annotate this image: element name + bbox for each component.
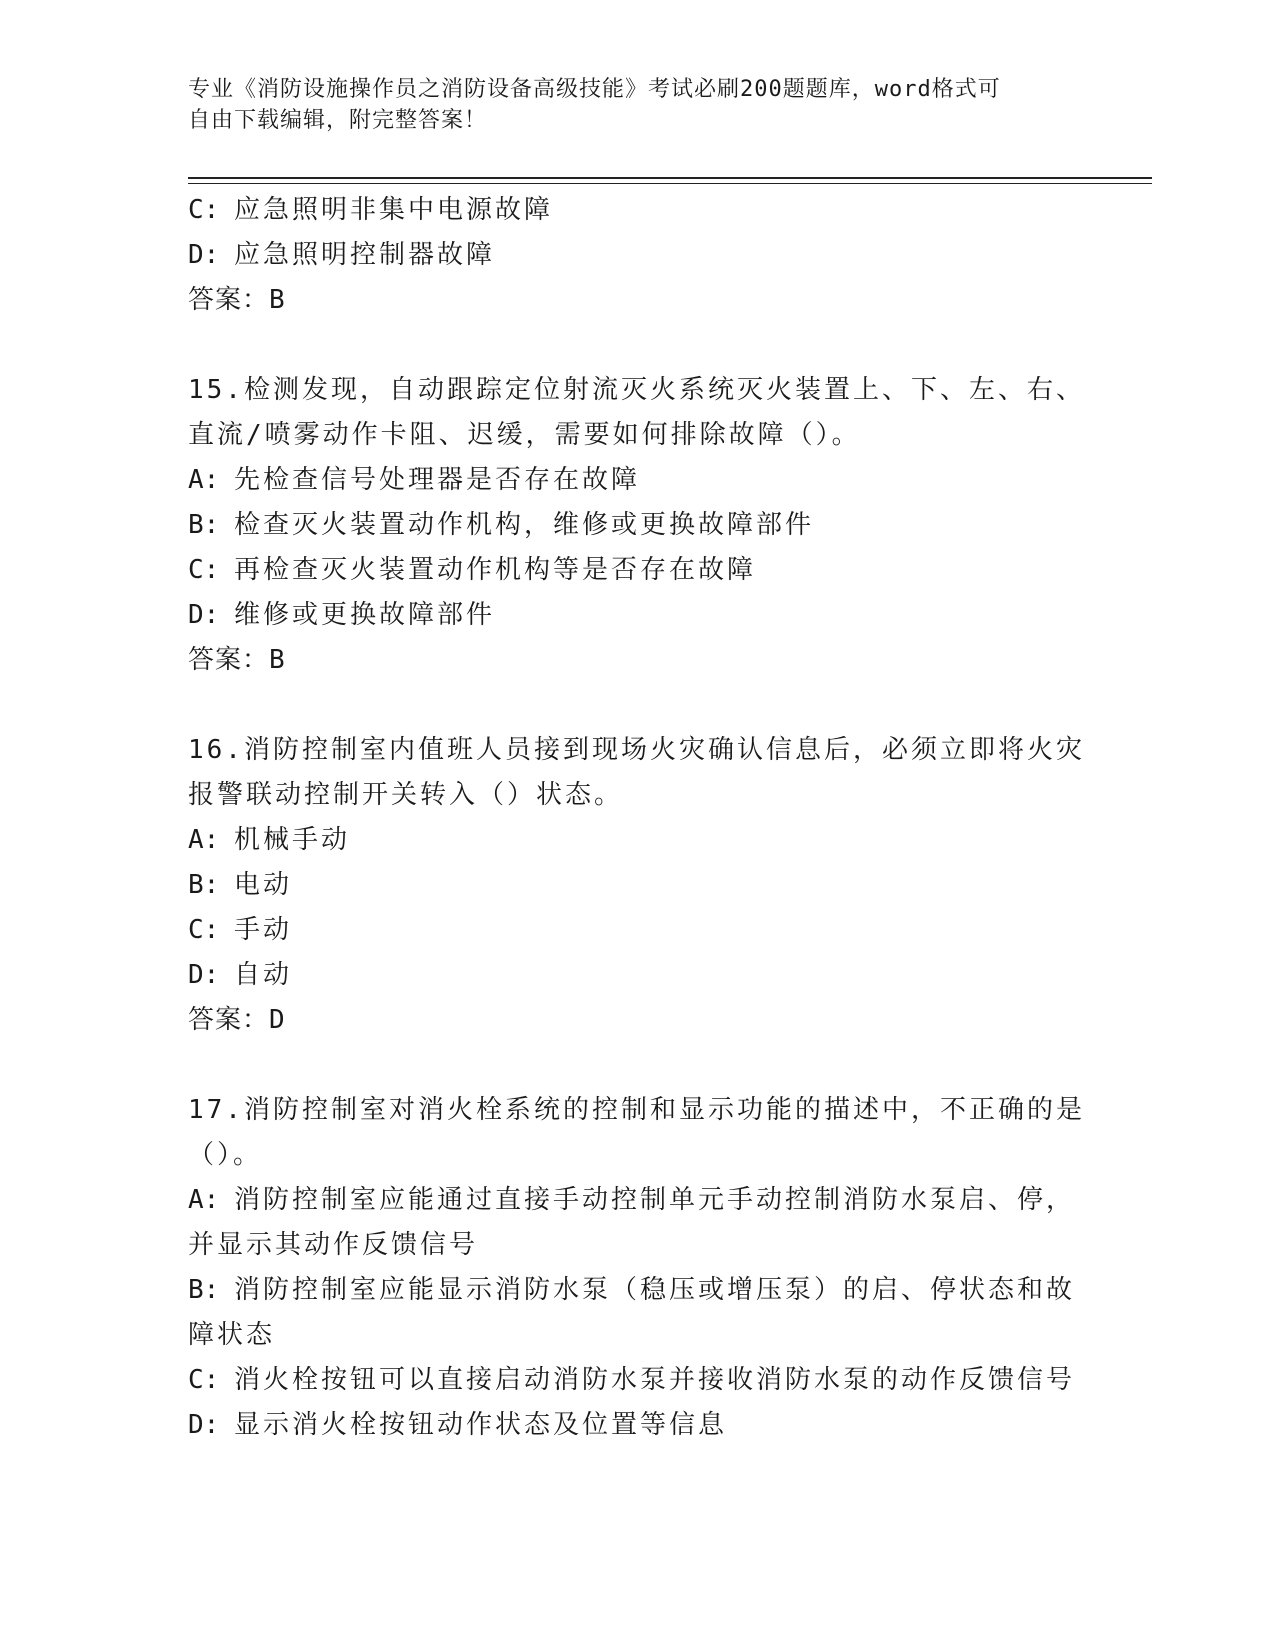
option-key: B: — [188, 510, 220, 540]
header-rule-thick — [188, 177, 1152, 179]
q17-option-a-continued: 并显示其动作反馈信号 — [188, 1230, 479, 1260]
q15-option-c — [188, 548, 1088, 593]
option-key: C: — [188, 555, 220, 585]
q17-option-c — [188, 1358, 1088, 1403]
q16-option-c — [188, 908, 1088, 953]
q15-option-a — [188, 458, 1088, 503]
option-text: 维修或更换故障部件 — [234, 600, 496, 630]
q15-option-d — [188, 593, 1088, 638]
option-key: A: — [188, 825, 220, 855]
q17-stem-line-2: （）。 — [188, 1140, 263, 1170]
q15-stem-line-1: 15.检测发现，自动跟踪定位射流灭火系统灭火装置上、下、左、右、 — [188, 375, 1085, 405]
option-key: D: — [188, 240, 220, 270]
option-text: 机械手动 — [234, 825, 351, 855]
q16-option-a — [188, 818, 1088, 863]
document-header — [188, 74, 1088, 136]
question-content — [188, 188, 1088, 1448]
option-key: D: — [188, 1410, 220, 1440]
option-key: A: — [188, 465, 220, 495]
option-key: D: — [188, 960, 220, 990]
option-text: 检查灭火装置动作机构，维修或更换故障部件 — [234, 510, 815, 540]
option-text: 电动 — [234, 870, 293, 900]
header-line-1: 专业《消防设施操作员之消防设备高级技能》考试必刷200题题库，word格式可 — [188, 77, 1001, 102]
q16-answer: 答案：D — [188, 1005, 286, 1035]
option-key: C: — [188, 195, 220, 225]
option-text: 消火栓按钮可以直接启动消防水泵并接收消防水泵的动作反馈信号 — [234, 1365, 1076, 1395]
option-key: B: — [188, 1275, 220, 1305]
q17-option-b — [188, 1268, 1088, 1313]
prev-option-d — [188, 233, 1088, 278]
option-text: 显示消火栓按钮动作状态及位置等信息 — [234, 1410, 728, 1440]
q16-option-b — [188, 863, 1088, 908]
option-key: D: — [188, 600, 220, 630]
option-text: 应急照明控制器故障 — [234, 240, 496, 270]
option-key: C: — [188, 915, 220, 945]
option-text: 手动 — [234, 915, 293, 945]
option-key: C: — [188, 1365, 220, 1395]
option-text: 消防控制室应能显示消防水泵（稳压或增压泵）的启、停状态和故 — [234, 1275, 1076, 1305]
option-text: 应急照明非集中电源故障 — [234, 195, 554, 225]
option-text: 自动 — [234, 960, 293, 990]
q16-stem-line-2: 报警联动控制开关转入（）状态。 — [188, 780, 624, 810]
q17-option-a — [188, 1178, 1088, 1223]
option-key: A: — [188, 1185, 220, 1215]
header-rule-thin — [188, 183, 1152, 184]
header-line-2: 自由下载编辑，附完整答案！ — [188, 108, 488, 133]
option-key: B: — [188, 870, 220, 900]
prev-answer: 答案：B — [188, 285, 286, 315]
q17-option-d — [188, 1403, 1088, 1448]
q15-stem-line-2: 直流/喷雾动作卡阻、迟缓，需要如何排除故障（）。 — [188, 420, 861, 450]
prev-option-c — [188, 188, 1088, 233]
q17-option-b-continued: 障状态 — [188, 1320, 276, 1350]
q17-stem-line-1: 17.消防控制室对消火栓系统的控制和显示功能的描述中，不正确的是 — [188, 1095, 1085, 1125]
option-text: 消防控制室应能通过直接手动控制单元手动控制消防水泵启、停， — [234, 1185, 1076, 1215]
q15-answer: 答案：B — [188, 645, 286, 675]
q15-option-b — [188, 503, 1088, 548]
option-text: 再检查灭火装置动作机构等是否存在故障 — [234, 555, 757, 585]
q16-option-d — [188, 953, 1088, 998]
q16-stem-line-1: 16.消防控制室内值班人员接到现场火灾确认信息后，必须立即将火灾 — [188, 735, 1085, 765]
option-text: 先检查信号处理器是否存在故障 — [234, 465, 641, 495]
